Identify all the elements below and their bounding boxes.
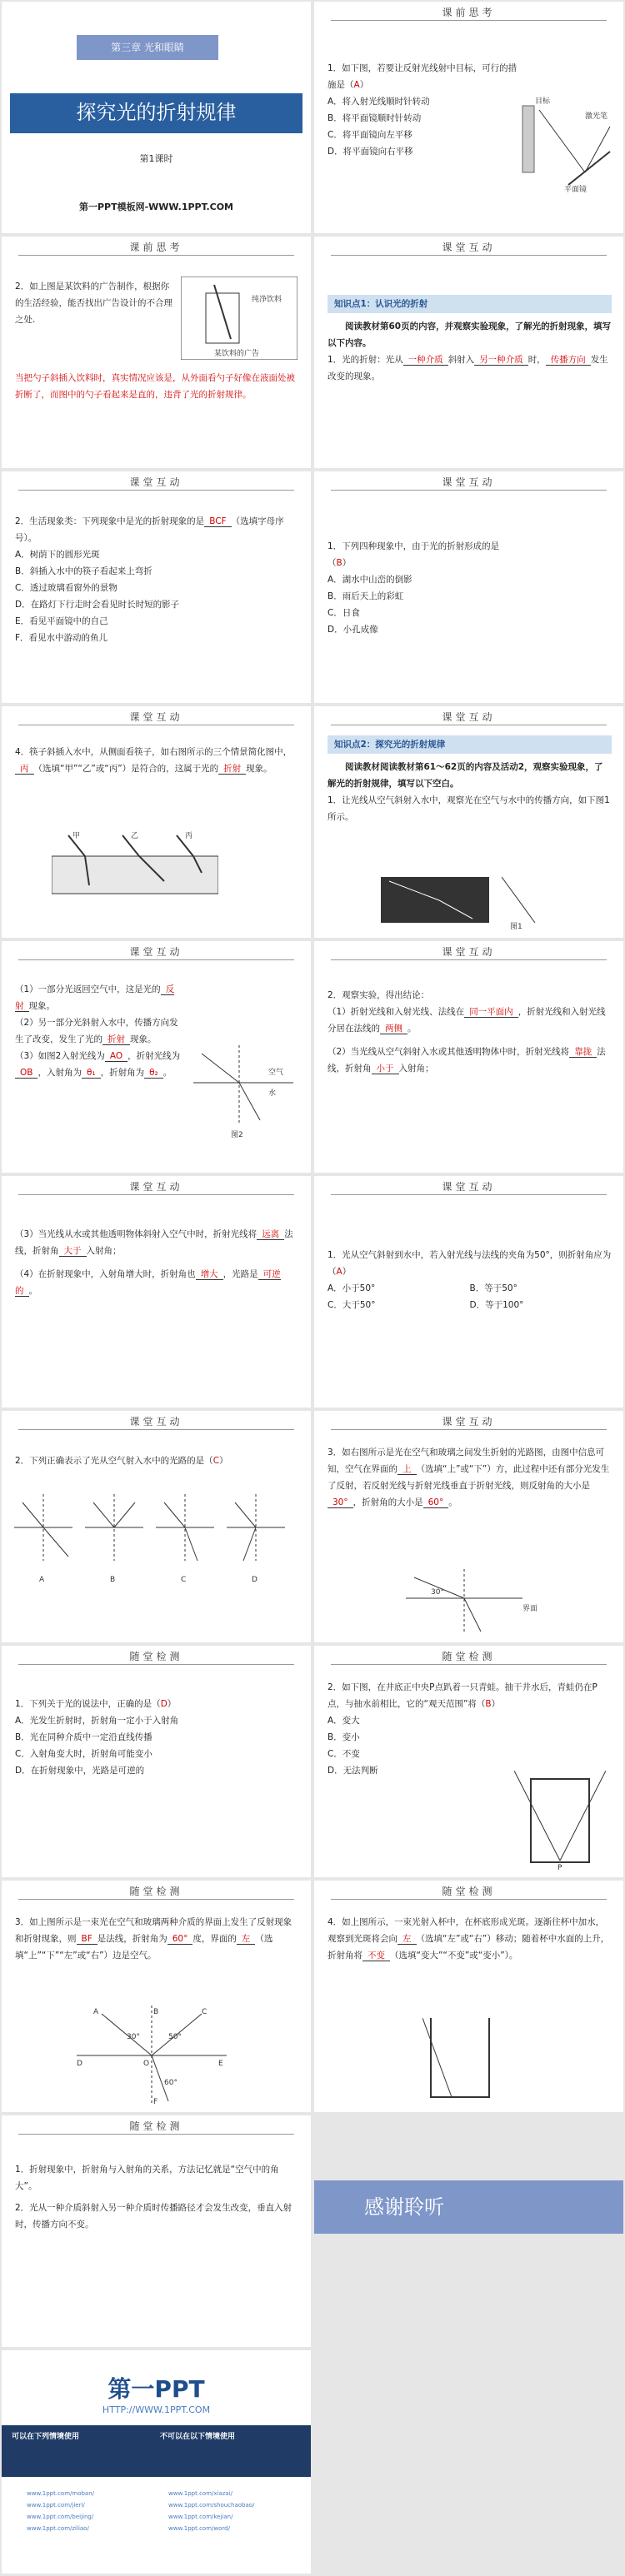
svg-text:目标: 目标 [535,97,551,106]
slide-interact-9 [314,1176,623,1408]
interface-figure [77,2005,227,2105]
slide-body: 知识点1：认识光的折射 阅读教材第60页的内容，并观察实验现象，了解光的折射现象，填写以下内容。 1．光的折射：光从 一种介质 斜射入 另一种介质 时， 传播方向 发生改变的现象。 [328,295,612,385]
slide-interact-11 [314,1411,623,1642]
slide-heading: 课堂互动 [129,1416,183,1428]
slide-heading: 课堂互动 [442,711,496,723]
slide-interact-10 [2,1411,311,1642]
svg-text:E: E [218,2060,223,2068]
svg-text:A: A [39,1576,45,1584]
question-text: 4．如上图所示，一束光射入杯中，在杯底形成光斑。逐渐往杯中加水，观察到光斑将会向 左 （选填“左”或“右”）移动；随着杯中水面的上升，折射角将 不变 （选填“变大”“不变”或“变小”）。 [328,1917,610,1961]
slide-body: （3）当光线从水或其他透明物体斜射入空气中时，折射光线将 远离 法线，折射角 大于 入射角； （4）在折射现象中，入射角增大时，折射角也 增大 ，光路是 可逆的 。 [15,1229,293,1296]
slide-check-2 [314,1646,623,1877]
question-text: 1．光从空气斜射到水中，若入射光线与法线的夹角为50°，则折射角应为（A） A．小于50° B．等于50° C．大于50° D．等于100° [328,1250,612,1310]
well-frog-figure [514,1771,606,1871]
svg-text:A: A [93,2008,99,2016]
footer-link[interactable]: www.1ppt.com/moban/ [27,2490,95,2497]
slide-pre-2 [2,237,311,468]
option: D．将平面镜向右平移 [328,147,413,157]
option: A．将入射光线顺时针转动 [328,97,430,107]
svg-text:F: F [153,2098,158,2105]
summary-text: 1．折射现象中，折射角与入射角的关系，方法记忆就是“空气中的角大”。 2．光从一种介质斜射入另一种介质时传播路径才会发生改变，垂直入射时，传播方向不变。 [15,2165,292,2230]
slide-heading: 课堂互动 [129,476,183,488]
footer-col1: 可以在下列情境使用 [12,2433,80,2441]
question-text: 1．下列四种现象中，由于光的折射形成的是 （B） A．湖水中山峦的倒影 B．雨后天上的彩虹 C．日食 D．小孔成像 [328,538,612,638]
footer-link[interactable]: www.1ppt.com/jieri/ [27,2502,85,2509]
slide-heading: 随堂检测 [129,2120,183,2132]
option: B．雨后天上的彩虹 [328,591,404,601]
experiment-photo [381,877,548,931]
slide-heading: 随堂检测 [442,1886,496,1897]
mirror-figure [518,93,618,193]
svg-text:丙: 丙 [185,832,193,840]
svg-text:D: D [77,2060,82,2068]
footer-col2: 不可以在以下情境使用 [160,2433,236,2441]
footer-link[interactable]: www.1ppt.com/word/ [168,2525,230,2532]
slide-interact-8 [2,1176,311,1408]
svg-text:C: C [181,1576,187,1584]
slide-heading: 课前思考 [442,7,496,18]
slide-heading: 课堂互动 [442,1181,496,1193]
svg-text:D: D [252,1576,258,1584]
svg-text:激光笔: 激光笔 [585,112,608,121]
option-diagrams [14,1490,298,1590]
slide-body: 2．观察实验，得出结论： （1）折射光线和入射光线、法线在 同一平面内 ，折射光线和入射光线分居在法线的 两侧 。 （2）当光线从空气斜射入水或其他透明物体中时，折射光线将 靠拢 法线，折射角 小于 入射角； [328,990,606,1074]
svg-text:30°: 30° [127,2033,140,2041]
option: F．看见水中游动的鱼儿 [15,633,108,643]
slide-interact-6 [2,941,311,1173]
slide-heading: 随堂检测 [129,1886,183,1897]
option: D．小孔成像 [328,625,378,635]
slide-heading: 课堂互动 [129,946,183,958]
slide-heading: 随堂检测 [442,1651,496,1662]
slide-heading: 课堂互动 [129,1181,183,1193]
footer-link[interactable]: www.1ppt.com/beijing/ [27,2514,94,2520]
slide-heading: 课堂互动 [129,711,183,723]
question-text: 1．下列关于光的说法中，正确的是（D） A．光发生折射时，折射角一定小于入射角 B．光在同种介质中一定沿直线传播 C．入射角变大时，折射角可能变小 D．在折射现象中，光路是可逆的 [15,1699,179,1776]
main-title: 探究光的折射规律 [10,93,302,133]
knowledge-point: 知识点1：认识光的折射 [328,295,612,313]
chapter-banner: 第三章 光和眼睛 [77,35,218,60]
answer-text: 当把勺子斜插入饮料时，真实情况应该是，从外面看勺子好像在液面处被折断了，而图中的勺子看起来是直的，违背了光的折射规律。 [15,373,295,400]
footer-links-left [27,2488,152,2534]
option: A．树荫下的圆形光斑 [15,550,100,560]
slide-check-4 [314,1881,623,2112]
slide-pre-1 [314,2,623,233]
svg-text:空气: 空气 [268,1069,284,1077]
footer-link[interactable]: www.1ppt.com/ziliao/ [27,2525,89,2532]
footer-links-right [168,2488,293,2534]
option: C．透过玻璃看窗外的景物 [15,583,118,593]
question-text: 1．如下图，若要让反射光线射中目标，可行的措施是（A） A．将入射光线顺时针转动 B．将平面镜顺时针转动 C．将平面镜向左平移 D．将平面镜向右平移 [328,60,523,160]
slide-heading: 随堂检测 [129,1651,183,1662]
slide-interact-1 [314,237,623,468]
slide-heading: 课堂互动 [442,476,496,488]
option: A．湖水中山峦的倒影 [328,575,412,585]
chopstick-figure [52,831,218,898]
option: C．将平面镜向左平移 [328,130,412,140]
slide-heading: 课堂互动 [442,1416,496,1428]
knowledge-point: 知识点2：探究光的折射规律 [328,735,612,754]
footer-logo: 第一PPT [108,2375,205,2403]
svg-text:B: B [110,1576,116,1584]
question-text: 3．如上图所示是一束光在空气和玻璃两种介质的界面上发生了反射现象和折射现象，则 BF 是法线，折射角为 60° 度，界面的 左 （选填“上”“下”“左”或“右”）边是空气。 [15,1917,292,1961]
footer-link[interactable]: www.1ppt.com/xiazai/ [168,2490,233,2497]
svg-text:60°: 60° [164,2079,178,2087]
option: E．看见平面镜中的自己 [15,616,108,626]
svg-text:乙: 乙 [131,832,139,840]
question-text: 2．如下图，在井底正中央P点趴着一只青蛙。抽干井水后，青蛙仍在P点，与抽水前相比，它的“观天范围”将（B） A．变大 B．变小 C．不变 D．无法判断 [328,1682,598,1776]
drink-ad-figure [181,277,298,360]
thanks-slide [314,2115,623,2347]
slide-body: （1）一部分光返回空气中，这是光的 反射 现象。 （2）另一部分光斜射入水中，传播方向发生了改变，发生了光的 折射 现象。 （3）如图2入射光线为 AO ，折射光线为OB ，入射角为 θ₁ ，折射角为 θ₂ 。 [15,984,181,1078]
slide-interact-7 [314,941,623,1173]
option: C．日食 [328,608,360,618]
watermark-text: 第一PPT模板网-WWW.1PPT.COM [78,202,234,212]
svg-text:某饮料的广告: 某饮料的广告 [214,350,260,358]
slide-interact-5 [314,706,623,938]
question-text: 4．筷子斜插入水中，从侧面看筷子，如右图所示的三个情景简化图中，丙 （选填“甲”“乙”或“丙”）是符合的，这属于光的 折射 现象。 [15,747,292,774]
option: B．将平面镜顺时针转动 [328,113,422,123]
slide-check-3 [2,1881,311,2112]
option: D．在路灯下行走时会看见时长时短的影子 [15,600,180,610]
question-text: 2．生活现象类：下列现象中是光的折射现象的是 BCF （选填字母序号）。 A．树荫下的圆形光斑 B．斜插入水中的筷子看起来上弯折 C．透过玻璃看窗外的景物 D．在路灯下行走时会看见时长时短的影子 E．看见平面镜中的自己 F．看见水中游动的鱼儿 [15,513,299,646]
slide-heading: 课前思考 [129,242,183,253]
cup-figure [422,2018,506,2101]
svg-text:图2: 图2 [231,1131,243,1139]
svg-text:图1: 图1 [510,923,522,931]
svg-text:水: 水 [268,1089,277,1098]
svg-text:P: P [558,1864,562,1871]
question-text: 2．下列正确表示了光从空气射入水中的光路的是（C） [15,1456,228,1466]
svg-text:O: O [143,2060,150,2068]
slide-interact-4 [2,706,311,938]
footer-link[interactable]: www.1ppt.com/kejian/ [168,2514,233,2520]
footer-link[interactable]: www.1ppt.com/shouchaobao/ [168,2502,255,2509]
slide-check-5 [2,2115,311,2347]
lesson-label: 第1课时 [139,153,173,164]
footer-url: HTTP://WWW.1PPT.COM [102,2404,211,2415]
slide-heading: 课堂互动 [442,946,496,958]
footer-slide [2,2350,311,2574]
slide-interact-2 [2,471,311,703]
slide-body: 3．如右图所示是光在空气和玻璃之间发生折射的光路图，由图中信息可知，空气在界面的 上 （选填“上”或“下”）方，此过程中还有部分光发生了反射，若反射光线与折射光线垂直于折射光线，则反射角的大小是30° ，折射角的大小是 60° 。 [328,1447,610,1507]
title-slide [2,2,311,233]
slide-check-1 [2,1646,311,1877]
svg-text:平面镜: 平面镜 [564,186,588,193]
option: B．斜插入水中的筷子看起来上弯折 [15,566,152,576]
svg-text:30°: 30° [431,1588,444,1597]
glass-refraction-figure [406,1569,548,1636]
svg-text:界面: 界面 [522,1605,538,1613]
svg-text:纯净饮料: 纯净饮料 [252,296,282,304]
svg-text:B: B [153,2008,159,2016]
question-text: 2．如上图是某饮料的广告制作，根据你的生活经验，能否找出广告设计的不合理之处. [15,282,172,325]
slide-heading: 课堂互动 [442,242,496,253]
refraction-figure-2 [193,1041,302,1141]
thanks-text: 感谢聆听 [314,2180,623,2234]
svg-text:甲: 甲 [72,832,81,840]
svg-text:50°: 50° [168,2033,182,2041]
slide-interact-3 [314,471,623,703]
slide-body: 知识点2：探究光的折射规律 阅读教材阅读教材第61～62页的内容及活动2，观察实验现象，了解光的折射规律，填写以下空白。 1．让光线从空气斜射入水中，观察光在空气与水中的传播方向，如下图1所示。 [328,735,612,825]
svg-text:C: C [202,2008,208,2016]
